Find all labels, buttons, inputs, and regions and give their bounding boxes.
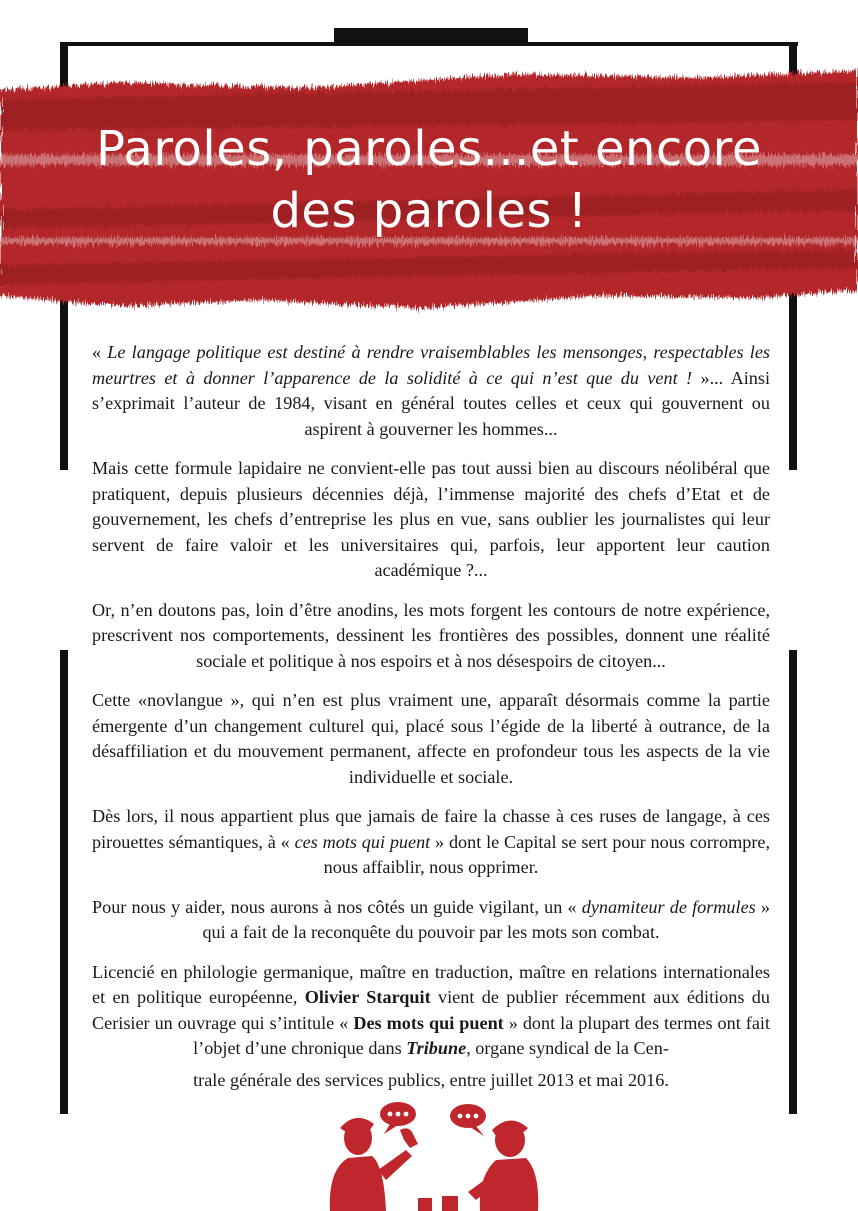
- frame-left-gap: [56, 470, 72, 650]
- speech-bubble-icon: [380, 1102, 486, 1136]
- magazine-name: Tribune: [406, 1038, 467, 1058]
- paragraph-author-bio: [92, 960, 770, 1062]
- two-people-talking-icon: [300, 1100, 560, 1211]
- p6-italic: dynamiteur de formules: [581, 896, 756, 917]
- paragraph-bio-end: trale générale des services publics, entre juillet 2013 et mai 2016.: [193, 1069, 669, 1090]
- bio-part3: » dont la plupart des termes ont fait l’objet d’une chronique dans: [193, 1012, 770, 1058]
- page-title: [0, 118, 858, 242]
- p6-before: Pour nous y aider, nous aurons à nos côtés un guide vigilant, un «: [92, 896, 582, 917]
- paragraph-hunt-words: [92, 804, 770, 881]
- quote-open: «: [92, 342, 108, 362]
- book-title: Des mots qui puent: [353, 1012, 504, 1033]
- frame-top-border: [60, 42, 798, 46]
- paragraph-guide: [92, 895, 770, 946]
- title-line-1: Paroles, paroles...et encore: [96, 121, 762, 177]
- p5-italic: ces mots qui puent: [294, 831, 431, 852]
- paragraph-novlangue: Cette «novlangue », qui n’en est plus vraiment une, apparaît désormais comme la partie émergente d’un changement culturel qui, placé sous l’égide de la liberté à outrance, de la désaffiliation et du mouvement permanent, affecte en profondeur tous les aspects de la vie individuelle et sociale.: [92, 690, 770, 787]
- p6-after: » qui a fait de la reconquête du pouvoir par les mots son combat.: [202, 896, 770, 942]
- paragraph-words-shape-experience: Or, n’en doutons pas, loin d’être anodins, les mots forgent les contours de notre expérience, prescrivent nos comportements, dessinent les frontières des possibles, donnent une réalité sociale et politique à nos espoirs et à nos désespoirs de citoyen...: [92, 599, 770, 671]
- paragraph-orwell-quote: [92, 340, 770, 442]
- p5-before: Dès lors, il nous appartient plus que jamais de faire la chasse à ces ruses de langage, à ces pirouettes sémantiques, à «: [92, 806, 770, 852]
- bio-part1: Licencié en philologie germanique, maître en traduction, maître en relations internationales et en politique européenne,: [92, 961, 770, 1007]
- orwell-quote: Le langage politique est destiné à rendre vraisemblables les mensonges, respectables les meurtres et à donner l’apparence de la solidité à ce qui n’est que du vent !: [92, 342, 770, 388]
- author-name: Olivier Starquit: [304, 987, 431, 1007]
- p5-after: » dont le Capital se sert pour nous corrompre, nous affaiblir, nous opprimer.: [323, 831, 770, 877]
- bio-part4: , organe syndical de la Cen-: [466, 1038, 669, 1058]
- article-body: [92, 340, 770, 1108]
- frame-right-gap: [785, 470, 801, 650]
- bio-part2: vient de publier récemment aux éditions du Cerisier un ouvrage qui s’intitule «: [92, 987, 770, 1033]
- title-line-2: des paroles !: [270, 183, 588, 239]
- paragraph-neoliberal-discourse: Mais cette formule lapidaire ne convient-elle pas tout aussi bien au discours néolibéral que pratiquent, depuis plusieurs décennies déjà, l’immense majorité des chefs d’Etat et de gouvernement, les chefs d’entreprise les plus en vue, sans oublier les journalistes qui leur servent de faire valoir et les universitaires qui, parfois, leur apportent leur caution académique ?...: [92, 458, 770, 580]
- left-person-body: [330, 1156, 386, 1211]
- quote-continuation: »... Ainsi s’exprimait l’auteur de 1984, visant en général toutes celles et ceux qui gouvernent ou aspirent à gouverner les hommes...: [92, 367, 770, 439]
